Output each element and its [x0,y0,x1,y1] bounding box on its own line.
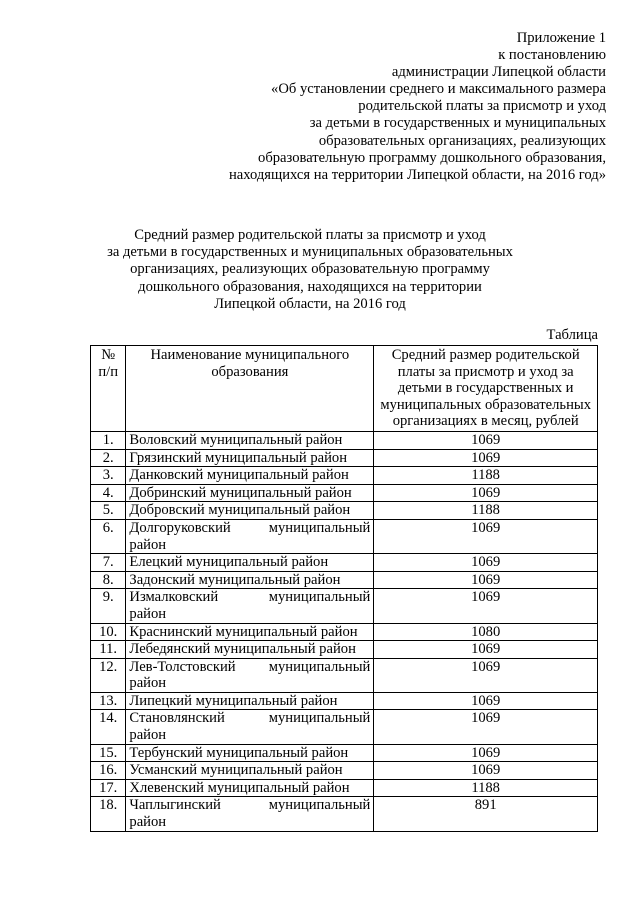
row-name: Тербунский муниципальный район [126,744,374,762]
table-row [91,589,598,623]
row-num: 5. [91,502,126,520]
table-row [91,762,598,780]
row-fee: 1188 [374,779,598,797]
row-name: Грязинский муниципальный район [126,449,374,467]
row-name-line: Чаплыгинский муниципальный [129,797,371,814]
row-num: 15. [91,744,126,762]
title-line: Липецкой области, на 2016 год [214,295,406,312]
row-name: Добровский муниципальный район [126,502,374,520]
table-row [91,484,598,502]
appendix-line: Приложение 1 [516,30,606,46]
row-name: Елецкий муниципальный район [126,554,374,572]
row-fee: 1080 [374,623,598,641]
row-name [126,589,374,623]
row-num: 4. [91,484,126,502]
row-name-line: Лев-Толстовский муниципальный [129,658,371,675]
row-fee: 1069 [374,658,598,692]
appendix-line: за детьми в государственных и муниципальных [309,115,606,132]
table-row [91,502,598,520]
table-row [91,692,598,710]
title-line: Средний размер родительской платы за присмотр и уход [134,227,486,243]
fee-table [90,345,598,832]
appendix-line: к постановлению [498,47,606,64]
table-row [91,554,598,572]
row-name: Воловский муниципальный район [126,431,374,449]
table-row [91,641,598,659]
row-name-line: Становлянский муниципальный [129,710,371,727]
row-name [126,797,374,831]
row-num: 10. [91,623,126,641]
table-row [91,797,598,831]
row-fee: 1188 [374,467,598,485]
row-name-line: район [129,675,167,692]
row-num: 18. [91,797,126,831]
title-line: организациях, реализующих образовательную программу [130,261,490,278]
appendix-line: администрации Липецкой области [391,64,606,81]
row-fee: 1069 [374,744,598,762]
row-name: Липецкий муниципальный район [126,692,374,710]
row-num: 11. [91,641,126,659]
row-num: 2. [91,449,126,467]
row-fee: 1069 [374,484,598,502]
row-num: 14. [91,710,126,744]
row-fee: 1069 [374,449,598,467]
table-row [91,658,598,692]
appendix-line: родительской платы за присмотр и уход [358,98,606,115]
row-name: Добринский муниципальный район [126,484,374,502]
row-name: Лебедянский муниципальный район [126,641,374,659]
row-name [126,519,374,553]
row-fee: 1069 [374,589,598,623]
title-line: за детьми в государственных и муниципальных образовательных [107,244,513,261]
row-name-line: Долгоруковский муниципальный [129,519,371,536]
row-num: 3. [91,467,126,485]
table-row [91,623,598,641]
table-row [91,744,598,762]
row-name: Задонский муниципальный район [126,571,374,589]
header-fee: Средний размер родительской платы за присмотр и уход за детьми в государственных и муниципальных образовательных организациях в месяц, рублей [374,346,598,432]
row-fee: 1069 [374,710,598,744]
row-name [126,658,374,692]
table-row [91,449,598,467]
row-fee: 1069 [374,554,598,572]
row-name: Хлевенский муниципальный район [126,779,374,797]
row-num: 16. [91,762,126,780]
row-name [126,710,374,744]
table-row [91,710,598,744]
row-fee: 1069 [374,641,598,659]
row-fee: 891 [374,797,598,831]
row-fee: 1069 [374,571,598,589]
row-num: 8. [91,571,126,589]
row-name-line: район [129,536,167,553]
row-name: Усманский муниципальный район [126,762,374,780]
appendix-line: образовательную программу дошкольного образования, [258,149,606,166]
title-line: дошкольного образования, находящихся на территории [138,278,482,295]
table-header-row [91,346,598,432]
row-num: 17. [91,779,126,797]
table-row [91,431,598,449]
row-num: 12. [91,658,126,692]
appendix-header [146,30,606,184]
row-num: 6. [91,519,126,553]
table-row [91,779,598,797]
row-fee: 1188 [374,502,598,520]
row-name: Краснинский муниципальный район [126,623,374,641]
row-name-line: Измалковский муниципальный [129,589,371,606]
row-num: 7. [91,554,126,572]
row-fee: 1069 [374,519,598,553]
document-title [90,227,530,313]
row-name-line: район [129,814,167,831]
row-num: 13. [91,692,126,710]
row-fee: 1069 [374,692,598,710]
row-num: 1. [91,431,126,449]
row-name-line: район [129,605,167,622]
table-row [91,467,598,485]
table-label: Таблица [546,327,598,343]
table-body [91,431,598,831]
table-row [91,571,598,589]
header-num: № п/п [91,346,126,432]
table-row [91,519,598,553]
row-fee: 1069 [374,431,598,449]
row-name-line: район [129,727,167,744]
appendix-line: находящихся на территории Липецкой области, на 2016 год» [228,166,606,183]
header-name: Наименование муниципального образования [126,346,374,432]
row-fee: 1069 [374,762,598,780]
appendix-line: образовательных организациях, реализующих [318,132,606,149]
row-num: 9. [91,589,126,623]
appendix-line: «Об установлении среднего и максимального размера [271,81,606,98]
row-name: Данковский муниципальный район [126,467,374,485]
